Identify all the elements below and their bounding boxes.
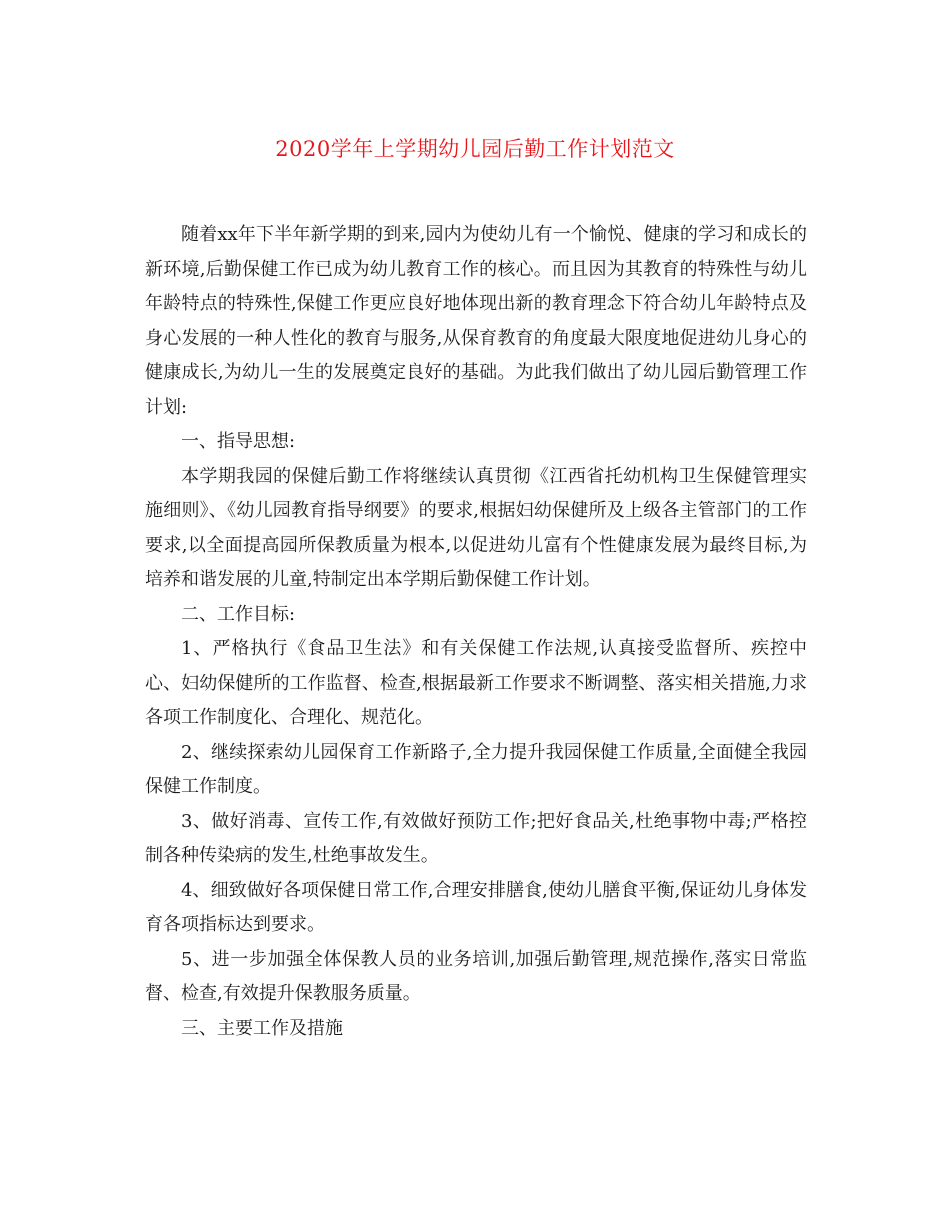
section-heading-main-work: 三、主要工作及措施 xyxy=(181,1017,343,1039)
goal-item-5: 5、进一步加强全体保教人员的业务培训,加强后勤管理,规范操作,落实日常监督、检查,有效提升保教服务质量。 xyxy=(145,948,807,1004)
section-heading-work-goals: 二、工作目标: xyxy=(181,603,296,625)
section-heading-guiding-thought: 一、指导思想: xyxy=(181,431,296,452)
intro-paragraph: 随着xx年下半年新学期的到来,园内为使幼儿有一个愉悦、健康的学习和成长的新环境,后勤保健工作已成为幼儿教育工作的核心。而且因为其教育的特殊性与幼儿年龄特点的特殊性,保健工作更应良好地体现出新的教育理念下符合幼儿年龄特点及身心发展的一种人性化的教育与服务,从保育教育的角度最大限度地促进幼儿身心的健康成长,为幼儿一生的发展奠定良好的基础。为此我们做出了幼儿园后勤管理工作计划: xyxy=(145,224,807,418)
goal-item-1: 1、严格执行《食品卫生法》和有关保健工作法规,认真接受监督所、疾控中心、妇幼保健所的工作监督、检查,根据最新工作要求不断调整、落实相关措施,力求各项工作制度化、合理化、规范化。 xyxy=(145,638,807,728)
document-title: 2020学年上学期幼儿园后勤工作计划范文 xyxy=(275,137,675,161)
guiding-thought-paragraph: 本学期我园的保健后勤工作将继续认真贯彻《江西省托幼机构卫生保健管理实施细则》、《幼儿园教育指导纲要》的要求,根据妇幼保健所及上级各主管部门的工作要求,以全面提高园所保教质量为根本,以促进幼儿富有个性健康发展为最终目标,为培养和谐发展的儿童,特制定出本学期后勤保健工作计划。 xyxy=(145,465,807,590)
goal-item-2: 2、继续探索幼儿园保育工作新路子,全力提升我园保健工作质量,全面健全我园保健工作制度。 xyxy=(145,741,807,797)
document-body xyxy=(145,218,807,1046)
goal-item-4: 4、细致做好各项保健日常工作,合理安排膳食,使幼儿膳食平衡,保证幼儿身体发育各项指标达到要求。 xyxy=(145,879,807,935)
goal-item-3: 3、做好消毒、宣传工作,有效做好预防工作;把好食品关,杜绝事物中毒;严格控制各种传染病的发生,杜绝事故发生。 xyxy=(145,810,807,866)
